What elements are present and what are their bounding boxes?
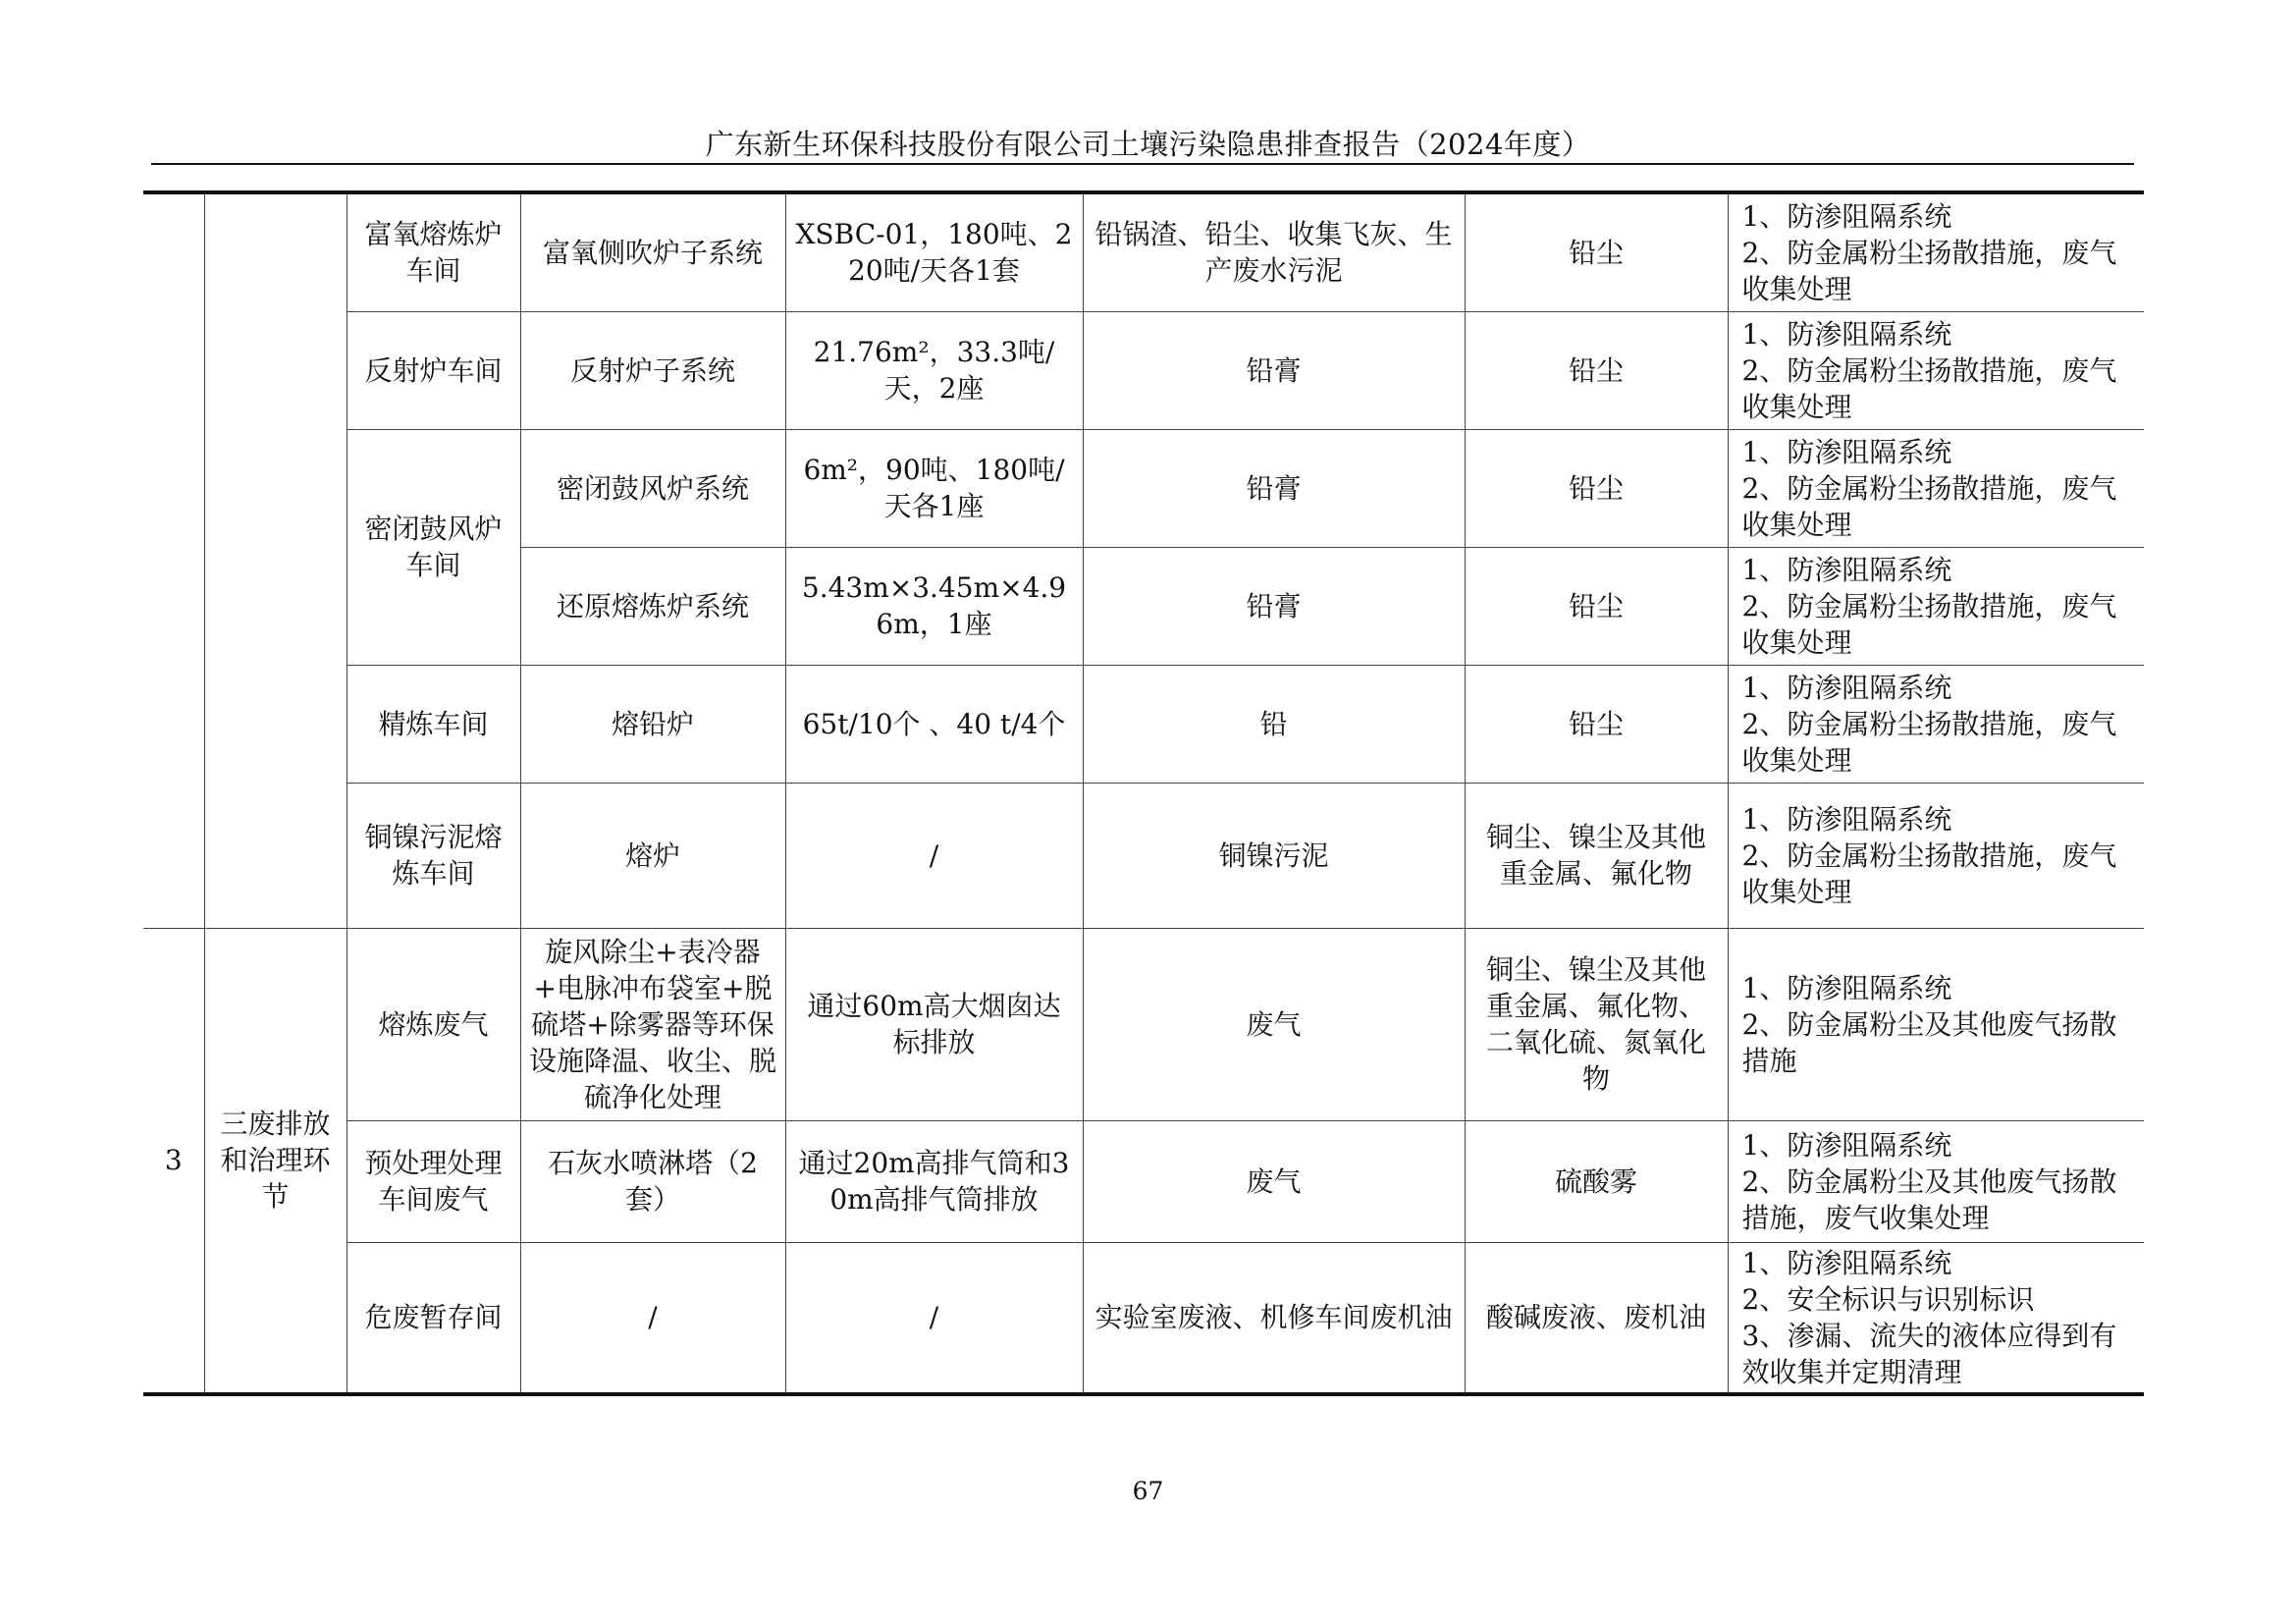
page-number: 67 xyxy=(1132,1477,1164,1505)
measure-item: 1、防渗阻隔系统 xyxy=(1741,1128,1952,1162)
cell-measures xyxy=(1728,547,2144,665)
cell-measures xyxy=(1728,429,2144,547)
cell-material: 废气 xyxy=(1083,928,1465,1120)
cell-stage xyxy=(204,192,347,928)
measure-item: 1、防渗阻隔系统 xyxy=(1741,199,1952,233)
cell-no xyxy=(143,192,204,928)
cell-material: 铅 xyxy=(1083,665,1465,783)
cell-pollutant: 铅尘 xyxy=(1465,192,1728,311)
cell-spec: 5.43m×3.45m×4.96m，1座 xyxy=(785,547,1083,665)
cell-measures xyxy=(1728,192,2144,311)
hazard-table xyxy=(143,190,2144,1396)
cell-pollutant: 铅尘 xyxy=(1465,665,1728,783)
measure-item: 2、防金属粉尘扬散措施，废气收集处理 xyxy=(1741,236,2117,305)
cell-workshop: 密闭鼓风炉车间 xyxy=(347,429,520,665)
cell-pollutant: 铜尘、镍尘及其他重金属、氟化物 xyxy=(1465,783,1728,928)
cell-material: 铅膏 xyxy=(1083,311,1465,429)
cell-material: 铜镍污泥 xyxy=(1083,783,1465,928)
cell-no: 3 xyxy=(143,928,204,1394)
cell-workshop: 预处理处理车间废气 xyxy=(347,1120,520,1242)
cell-measures xyxy=(1728,928,2144,1120)
measure-item: 1、防渗阻隔系统 xyxy=(1741,802,1952,836)
cell-material: 实验室废液、机修车间废机油 xyxy=(1083,1242,1465,1394)
cell-facility: 旋风除尘+表冷器+电脉冲布袋室+脱硫塔+除雾器等环保设施降温、收尘、脱硫净化处理 xyxy=(520,928,785,1120)
measure-item: 1、防渗阻隔系统 xyxy=(1741,671,1952,704)
cell-measures xyxy=(1728,665,2144,783)
table-row xyxy=(143,429,2144,547)
cell-workshop: 铜镍污泥熔炼车间 xyxy=(347,783,520,928)
measure-item: 2、防金属粉尘及其他废气扬散措施 xyxy=(1741,1007,2117,1077)
cell-measures xyxy=(1728,1242,2144,1394)
cell-spec: 通过20m高排气筒和30m高排气筒排放 xyxy=(785,1120,1083,1242)
cell-spec: XSBC-01，180吨、220吨/天各1套 xyxy=(785,192,1083,311)
cell-pollutant: 铅尘 xyxy=(1465,547,1728,665)
cell-facility: / xyxy=(520,1242,785,1394)
table-row xyxy=(143,665,2144,783)
measure-item: 2、防金属粉尘扬散措施，废气收集处理 xyxy=(1741,471,2117,541)
measure-item: 1、防渗阻隔系统 xyxy=(1741,1246,1952,1279)
cell-facility: 熔炉 xyxy=(520,783,785,928)
cell-facility: 反射炉子系统 xyxy=(520,311,785,429)
measure-item: 2、防金属粉尘扬散措施，废气收集处理 xyxy=(1741,839,2117,908)
header-rule xyxy=(151,163,2134,165)
cell-workshop: 反射炉车间 xyxy=(347,311,520,429)
cell-workshop: 熔炼废气 xyxy=(347,928,520,1120)
table-row xyxy=(143,928,2144,1120)
measure-item: 1、防渗阻隔系统 xyxy=(1741,971,1952,1004)
cell-spec: 65t/10个 、40 t/4个 xyxy=(785,665,1083,783)
measure-item: 2、防金属粉尘及其他废气扬散措施，废气收集处理 xyxy=(1741,1164,2117,1234)
measure-item: 2、防金属粉尘扬散措施，废气收集处理 xyxy=(1741,353,2117,423)
cell-material: 废气 xyxy=(1083,1120,1465,1242)
cell-spec: 通过60m高大烟囱达标排放 xyxy=(785,928,1083,1120)
cell-workshop: 精炼车间 xyxy=(347,665,520,783)
measure-item: 1、防渗阻隔系统 xyxy=(1741,317,1952,351)
table-row xyxy=(143,1242,2144,1394)
cell-spec: / xyxy=(785,1242,1083,1394)
cell-measures xyxy=(1728,311,2144,429)
measure-item: 2、防金属粉尘扬散措施，废气收集处理 xyxy=(1741,589,2117,659)
cell-facility: 富氧侧吹炉子系统 xyxy=(520,192,785,311)
cell-pollutant: 铅尘 xyxy=(1465,311,1728,429)
table-row xyxy=(143,192,2144,311)
table-row xyxy=(143,311,2144,429)
cell-measures xyxy=(1728,783,2144,928)
measure-item: 2、防金属粉尘扬散措施，废气收集处理 xyxy=(1741,707,2117,777)
cell-pollutant: 铜尘、镍尘及其他重金属、氟化物、二氧化硫、氮氧化物 xyxy=(1465,928,1728,1120)
cell-workshop: 危废暂存间 xyxy=(347,1242,520,1394)
cell-facility: 密闭鼓风炉系统 xyxy=(520,429,785,547)
cell-material: 铅锅渣、铅尘、收集飞灰、生产废水污泥 xyxy=(1083,192,1465,311)
measure-item: 2、安全标识与识别标识 xyxy=(1741,1282,2035,1316)
cell-pollutant: 硫酸雾 xyxy=(1465,1120,1728,1242)
measure-item: 1、防渗阻隔系统 xyxy=(1741,435,1952,468)
table-row xyxy=(143,783,2144,928)
page-header-title: 广东新生环保科技股份有限公司土壤污染隐患排查报告（2024年度） xyxy=(705,128,1591,161)
cell-facility: 石灰水喷淋塔（2套） xyxy=(520,1120,785,1242)
measure-item: 3、渗漏、流失的液体应得到有效收集并定期清理 xyxy=(1741,1319,2117,1388)
cell-pollutant: 铅尘 xyxy=(1465,429,1728,547)
cell-spec: 6m²，90吨、180吨/天各1座 xyxy=(785,429,1083,547)
cell-material: 铅膏 xyxy=(1083,547,1465,665)
cell-workshop: 富氧熔炼炉车间 xyxy=(347,192,520,311)
cell-stage: 三废排放和治理环节 xyxy=(204,928,347,1394)
cell-measures xyxy=(1728,1120,2144,1242)
cell-facility: 熔铅炉 xyxy=(520,665,785,783)
cell-spec: 21.76m²，33.3吨/天，2座 xyxy=(785,311,1083,429)
measure-item: 1、防渗阻隔系统 xyxy=(1741,553,1952,586)
cell-material: 铅膏 xyxy=(1083,429,1465,547)
cell-spec: / xyxy=(785,783,1083,928)
cell-facility: 还原熔炼炉系统 xyxy=(520,547,785,665)
table-row xyxy=(143,1120,2144,1242)
cell-pollutant: 酸碱废液、废机油 xyxy=(1465,1242,1728,1394)
